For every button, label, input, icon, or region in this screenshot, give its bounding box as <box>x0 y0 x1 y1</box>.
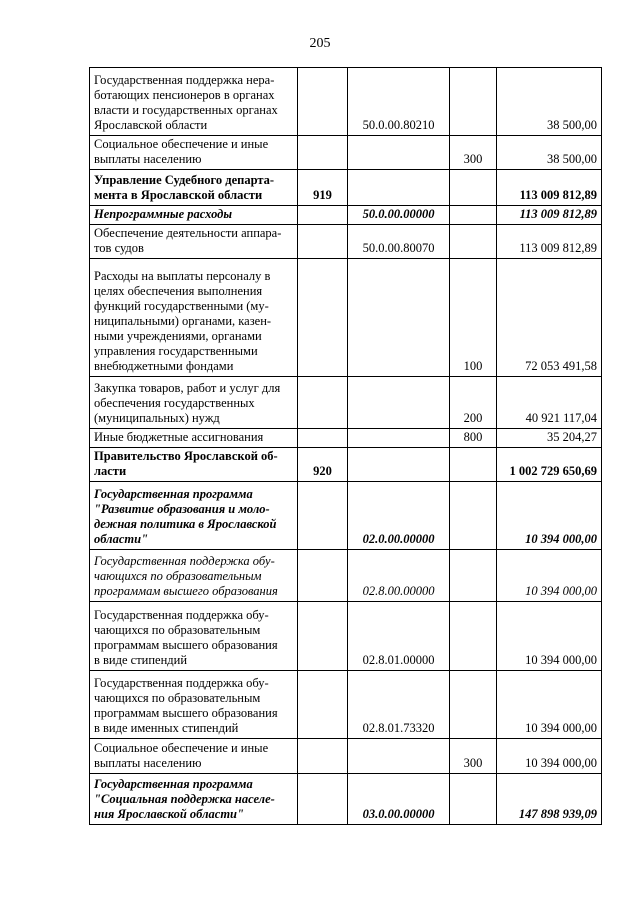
row-name: Государственная поддержка нера- ботающих пенсионеров в органах власти и государственных органах Ярославской области <box>90 68 298 136</box>
row-expense-type: 100 <box>450 259 497 377</box>
row-target-code: 50.0.00.00000 <box>348 206 450 225</box>
row-name: Непрограммные расходы <box>90 206 298 225</box>
row-amount: 10 394 000,00 <box>497 550 602 602</box>
row-department-code <box>298 482 348 550</box>
row-target-code: 03.0.00.00000 <box>348 774 450 825</box>
row-target-code <box>348 259 450 377</box>
row-name: Государственная программа "Развитие образования и моло- дежная политика в Ярославской области" <box>90 482 298 550</box>
row-department-code <box>298 259 348 377</box>
row-department-code <box>298 602 348 671</box>
row-expense-type: 200 <box>450 377 497 429</box>
row-expense-type <box>450 225 497 259</box>
row-department-code: 920 <box>298 448 348 482</box>
row-name: Государственная поддержка обу- чающихся по образовательным программам высшего образования в виде именных стипендий <box>90 671 298 739</box>
row-target-code <box>348 739 450 774</box>
row-department-code <box>298 550 348 602</box>
row-expense-type <box>450 448 497 482</box>
table-row <box>90 774 602 825</box>
row-name: Управление Судебного департа- мента в Ярославской области <box>90 170 298 206</box>
row-amount: 1 002 729 650,69 <box>497 448 602 482</box>
row-expense-type <box>450 482 497 550</box>
row-expense-type <box>450 550 497 602</box>
row-name: Иные бюджетные ассигнования <box>90 429 298 448</box>
table-row <box>90 68 602 136</box>
row-amount: 113 009 812,89 <box>497 225 602 259</box>
row-department-code <box>298 774 348 825</box>
row-expense-type: 300 <box>450 739 497 774</box>
table-row <box>90 206 602 225</box>
row-department-code <box>298 206 348 225</box>
row-target-code <box>348 170 450 206</box>
row-amount: 113 009 812,89 <box>497 170 602 206</box>
row-amount: 10 394 000,00 <box>497 482 602 550</box>
row-amount: 10 394 000,00 <box>497 671 602 739</box>
row-name: Правительство Ярославской об- ласти <box>90 448 298 482</box>
row-target-code <box>348 429 450 448</box>
row-department-code <box>298 68 348 136</box>
row-target-code: 02.8.01.00000 <box>348 602 450 671</box>
table-row <box>90 671 602 739</box>
row-department-code: 919 <box>298 170 348 206</box>
row-expense-type <box>450 671 497 739</box>
row-expense-type: 300 <box>450 136 497 170</box>
row-expense-type <box>450 774 497 825</box>
row-amount: 35 204,27 <box>497 429 602 448</box>
row-amount: 10 394 000,00 <box>497 739 602 774</box>
row-name: Социальное обеспечение и иные выплаты населению <box>90 739 298 774</box>
table-row <box>90 739 602 774</box>
table-row <box>90 429 602 448</box>
budget-table-body <box>90 68 602 825</box>
budget-table <box>89 67 602 825</box>
row-department-code <box>298 225 348 259</box>
row-target-code: 50.0.00.80070 <box>348 225 450 259</box>
table-row <box>90 482 602 550</box>
row-name: Государственная программа "Социальная поддержка населе- ния Ярославской области" <box>90 774 298 825</box>
row-amount: 72 053 491,58 <box>497 259 602 377</box>
row-amount: 113 009 812,89 <box>497 206 602 225</box>
row-amount: 38 500,00 <box>497 136 602 170</box>
row-amount: 40 921 117,04 <box>497 377 602 429</box>
row-department-code <box>298 136 348 170</box>
row-expense-type <box>450 206 497 225</box>
table-row <box>90 259 602 377</box>
table-row <box>90 136 602 170</box>
row-department-code <box>298 429 348 448</box>
row-expense-type <box>450 68 497 136</box>
row-name: Социальное обеспечение и иные выплаты населению <box>90 136 298 170</box>
row-target-code: 02.0.00.00000 <box>348 482 450 550</box>
row-name: Государственная поддержка обу- чающихся по образовательным программам высшего образования в виде стипендий <box>90 602 298 671</box>
row-amount: 10 394 000,00 <box>497 602 602 671</box>
row-target-code: 50.0.00.80210 <box>348 68 450 136</box>
row-amount: 38 500,00 <box>497 68 602 136</box>
row-name: Государственная поддержка обу- чающихся по образовательным программам высшего образования <box>90 550 298 602</box>
row-name: Закупка товаров, работ и услуг для обеспечения государственных (муниципальных) нужд <box>90 377 298 429</box>
row-target-code <box>348 136 450 170</box>
row-name: Обеспечение деятельности аппара- тов судов <box>90 225 298 259</box>
row-expense-type: 800 <box>450 429 497 448</box>
table-row <box>90 170 602 206</box>
row-target-code: 02.8.01.73320 <box>348 671 450 739</box>
row-target-code <box>348 377 450 429</box>
page-number: 205 <box>309 36 331 51</box>
row-department-code <box>298 377 348 429</box>
row-target-code <box>348 448 450 482</box>
table-row <box>90 377 602 429</box>
table-row <box>90 550 602 602</box>
table-row <box>90 448 602 482</box>
row-name: Расходы на выплаты персоналу в целях обеспечения выполнения функций государственными (му- ниципальными) органами, казен- ными учреждениями, органами управления государственными внебюджетными фондами <box>90 259 298 377</box>
row-department-code <box>298 739 348 774</box>
table-row <box>90 602 602 671</box>
row-expense-type <box>450 170 497 206</box>
row-department-code <box>298 671 348 739</box>
row-amount: 147 898 939,09 <box>497 774 602 825</box>
row-expense-type <box>450 602 497 671</box>
row-target-code: 02.8.00.00000 <box>348 550 450 602</box>
table-row <box>90 225 602 259</box>
